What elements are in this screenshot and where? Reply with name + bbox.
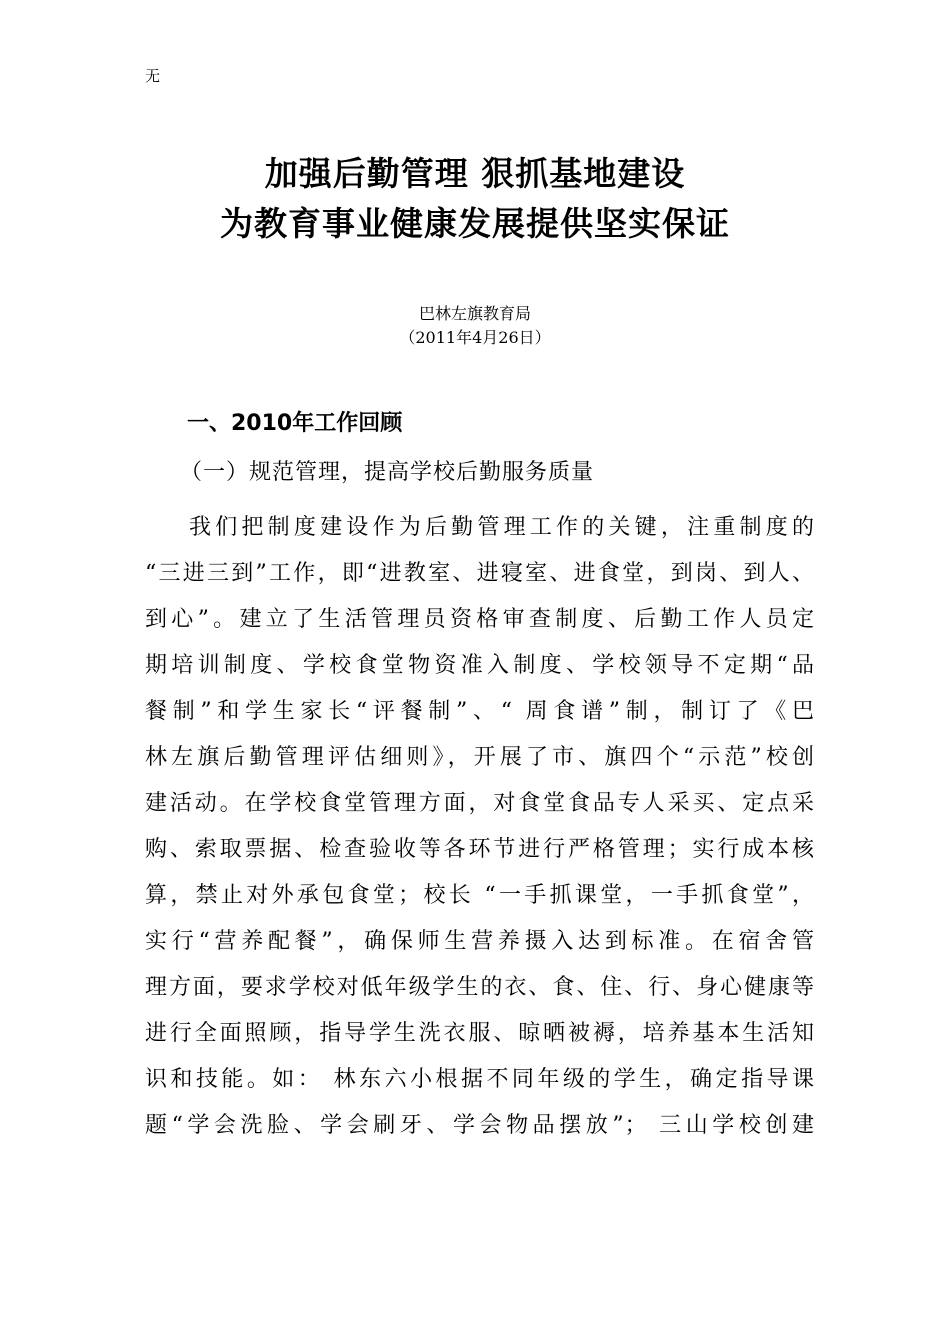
paragraph-line: 购、索取票据、检查验收等各环节进行严格管理；实行成本核 — [145, 837, 815, 862]
paragraph-line: 识和技能。如： 林东六小根据不同年级的学生，确定指导课 — [145, 1067, 815, 1092]
paragraph-line: 餐制”和学生家长“评餐制”、“ 周食谱”制，制订了《巴 — [145, 699, 815, 724]
corner-mark: 无 — [145, 67, 161, 85]
paragraph-line: 我们把制度建设作为后勤管理工作的关键，注重制度的 — [189, 515, 815, 540]
paragraph-line: 期培训制度、学校食堂物资准入制度、学校领导不定期“品 — [145, 653, 815, 678]
paragraph-line: “三进三到”工作，即“进教室、进寝室、进食堂，到岗、到人、 — [145, 561, 815, 586]
title-line-2: 为教育事业健康发展提供坚实保证 — [220, 204, 730, 243]
paragraph-line: 进行全面照顾，指导学生洗衣服、晾晒被褥，培养基本生活知 — [145, 1021, 815, 1046]
body-paragraph — [145, 505, 815, 1149]
paragraph-line: 林左旗后勤管理评估细则》，开展了市、旗四个“示范”校创 — [145, 745, 815, 770]
paragraph-line: 题“学会洗脸、学会刷牙、学会物品摆放”； 三山学校创建 — [145, 1113, 815, 1138]
author-organization: 巴林左旗教育局 — [418, 304, 531, 323]
sub-heading: （一）规范管理，提高学校后勤服务质量 — [180, 460, 595, 485]
paragraph-line: 到心”。建立了生活管理员资格审查制度、后勤工作人员定 — [145, 607, 815, 632]
paragraph-line: 实行“营养配餐”，确保师生营养摄入达到标准。在宿舍管 — [145, 929, 815, 954]
paragraph-line: 建活动。在学校食堂管理方面，对食堂食品专人采买、定点采 — [145, 791, 815, 816]
document-date: （2011年4月26日） — [399, 328, 551, 347]
paragraph-line: 算，禁止对外承包食堂；校长 “一手抓课堂，一手抓食堂”， — [145, 883, 815, 908]
title-line-1: 加强后勤管理 狠抓基地建设 — [264, 154, 686, 193]
section-heading: 一、2010年工作回顾 — [187, 411, 403, 436]
paragraph-line: 理方面，要求学校对低年级学生的衣、食、住、行、身心健康等 — [145, 975, 815, 1000]
